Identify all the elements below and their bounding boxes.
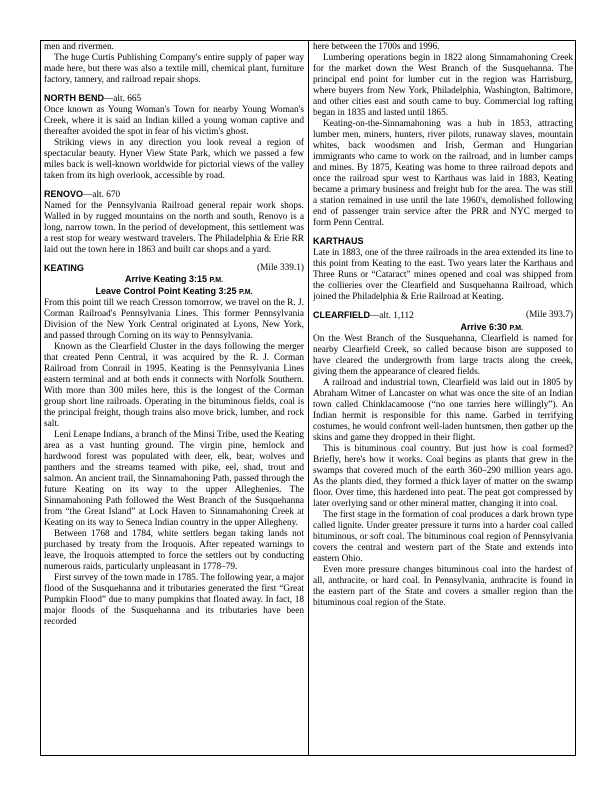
paragraph: First survey of the town made in 1785. The following year, a major flood of the Susquehanna and it tributaries generated the first “Great Pumpkin Flood” due to many pumpkins that floated away. In fact, 18 major floods of the Susquehanna and its tributaries have been recorded <box>44 573 304 627</box>
section-clearfield <box>313 310 573 609</box>
section-heading <box>313 310 573 322</box>
paragraph: men and rivermen. <box>44 42 114 52</box>
column-divider <box>308 41 309 755</box>
arrive-label: Arrive 6:30 <box>460 322 510 332</box>
paragraph: Even more pressure changes bituminous coal into the hardest of all, anthracite, or hard coal. In Pennsylvania, anthracite is found in the eastern part of the State and covers a smaller region than the bituminous coal region of the State. <box>313 565 573 608</box>
heading-name: NORTH BEND <box>44 93 104 103</box>
arrive-label: Arrive Keating 3:15 <box>124 274 210 284</box>
section-heading <box>44 263 304 274</box>
section-heading <box>44 93 304 105</box>
heading-altitude: —alt. 670 <box>83 190 121 200</box>
paragraph: A railroad and industrial town, Clearfield was laid out in 1805 by Abraham Witner of Lancaster on what was once the site of an Indian town called Chinklacamoose (“no one tarries here willingly”). An Indian hermit is responsible for this name. Garbed in terrifying costumes, he would confront well-laden huntsmen, then gather up the skins and game they dropped in their flight. <box>313 378 573 443</box>
arrive-time <box>313 322 573 334</box>
paragraph: Known as the Clearfield Cluster in the days following the merger that created Penn Central, it was acquired by the R. J. Corman Railroad from Conrail in 1995. Keating is the Pennsylvania Lines eastern terminal and at both ends it connects with Norfolk Southern. With more than 300 miles here, this is the longest of the Corman group short line railroads. Operating in the bituminous fields, coal is the principal freight, though trains also move brick, lumber, and rock salt. <box>44 342 304 429</box>
paragraph: here between the 1700s and 1996. <box>313 42 440 52</box>
left-column <box>44 42 304 628</box>
arrive-ampm: P.M. <box>509 325 523 332</box>
mile-marker: (Mile 339.1) <box>257 263 304 273</box>
section-north-bend <box>44 93 304 182</box>
paragraph: On the West Branch of the Susquehanna, Clearfield is named for nearby Clearfield Creek, so called because bison are supposed to have cleared the undergrowth from large tracts along the creek, giving them the appearance of cleared fields. <box>313 334 573 377</box>
paragraph: Between 1768 and 1784, white settlers began taking lands not purchased by treaty from the Iroquois. After repeated warnings to leave, the Iroquois attempted to force the settlers out by conducting numerous raids, particularly unpleasant in 1778–79. <box>44 529 304 572</box>
heading-altitude: —alt. 1,112 <box>370 311 414 321</box>
heading-title <box>313 310 414 322</box>
arrive-time <box>44 274 304 286</box>
heading-name: KEATING <box>44 263 84 273</box>
leave-time <box>44 286 304 298</box>
paragraph: Lumbering operations begin in 1822 along Sinnamahoning Creek for the market down the West Branch of the Susquehanna. The principal end point for lumber cut in the region was Harrisburg, where buyers from New York, Philadelphia, Washington, Baltimore, and other cities east and south came to buy. Commercial log rafting began in 1835 and lasted until 1865. <box>313 53 573 118</box>
leave-ampm: P.M. <box>239 289 253 296</box>
section-heading <box>313 236 573 248</box>
paragraph: This is bituminous coal country. But just how is coal formed? Briefly, here's how it works. Coal begins as plants that grew in the swamps that covered much of the earth 360–290 million years ago. As the plants died, they formed a thick layer of matter on the swamp floor. Over time, this hardened into peat. The peat got compressed by later overlying sand or other mineral matter, changing it into coal. <box>313 444 573 509</box>
paragraph: The first stage in the formation of coal produces a dark brown type called lignite. Under greater pressure it turns into a harder coal called bituminous, or soft coal. The bituminous coal region of Pennsylvania covers the central and western part of the State and extends into eastern Ohio. <box>313 510 573 564</box>
paragraph: Named for the Pennsylvania Railroad general repair work shops. Walled in by rugged mountains on the north and south, Renovo is a long, narrow town. In the period of development, this settlement was a rest stop for weary westward travelers. The Philadelphia & Erie RR laid out the town here in 1863 and built car shops and a yard. <box>44 201 304 255</box>
paragraph: Late in 1883, one of the three railroads in the area extended its line to this point from Keating to the east. Two years later the Karthaus and Three Runs or “Cataract” mines opened and coal was shipped from the collieries over the Clearfield and Susquehanna Railroad, which joined the Philadelphia & Erie Railroad at Keating. <box>313 248 573 302</box>
paragraph: Keating-on-the-Sinnamahoning was a hub in 1853, attracting lumber men, miners, hunters, river pilots, runaway slaves, mountain whites, back woodsmen and Irish, German and Hungarian immigrants who came to work on the railroad, and in lumber camps and mines. By 1875, Keating was home to three railroad depots and once the railroad spur west to Karthaus was laid in 1883, Keating became a primary business and freight hub for the area. The was still a station remained in use until the late 1960's, demolished following end of passenger train service after the PRR and NYC merged to form Penn Central. <box>313 119 573 228</box>
section-renovo <box>44 189 304 256</box>
mile-marker: (Mile 393.7) <box>526 310 573 320</box>
section-keating <box>44 263 304 628</box>
heading-name: RENOVO <box>44 189 84 199</box>
paragraph: Once known as Young Woman's Town for nearby Young Woman's Creek, where it is said an Indian killed a young woman captive and thereafter avoided the spot in fear of his victim's ghost. <box>44 105 304 137</box>
paragraph: Striking views in any direction you look reveal a region of spectacular beauty. Hyner View State Park, which we passed a few miles back is well-known worldwide for pictorial views of the valley taken from its high overlook, accessible by road. <box>44 138 304 181</box>
section-heading <box>44 189 304 201</box>
right-column <box>313 42 573 609</box>
leave-label: Leave Control Point Keating 3:25 <box>95 286 240 296</box>
paragraph: The huge Curtis Publishing Company's entire supply of paper way made here, but there was also a textile mill, chemical plant, furniture factory, tannery, and railroad repair shops. <box>44 53 304 85</box>
heading-name: CLEARFIELD <box>313 310 370 320</box>
heading-name: KARTHAUS <box>313 236 364 246</box>
paragraph: From this point till we reach Cresson tomorrow, we travel on the R. J. Corman Railroad's Pennsylvania Lines. This former Pennsylvania Division of the New York Central originated at Lyons, New York, and passed through Corning on its way to Pennsylvania. <box>44 298 304 341</box>
document-page <box>40 40 576 756</box>
section-karthaus <box>313 236 573 303</box>
arrive-ampm: P.M. <box>209 277 224 284</box>
heading-altitude: —alt. 665 <box>104 94 142 104</box>
paragraph: Leni Lenape Indians, a branch of the Minsi Tribe, used the Keating area as a vast hunting ground. The virgin pine, hemlock and hardwood forest was populated with deer, elk, bear, wolves and panthers and the streams teamed with pike, eel, shad, trout and salmon. An ancient trail, the Sinnamahoning Path, passed through the future Keating on its way to the upper Alleghenies. The Sinnamahoning Path followed the West Branch of the Susquehanna from “the Great Island” at Lock Haven to Sinnamahoning Creek at Keating on its way to Seneca Indian country in the upper Allegheny. <box>44 430 304 528</box>
